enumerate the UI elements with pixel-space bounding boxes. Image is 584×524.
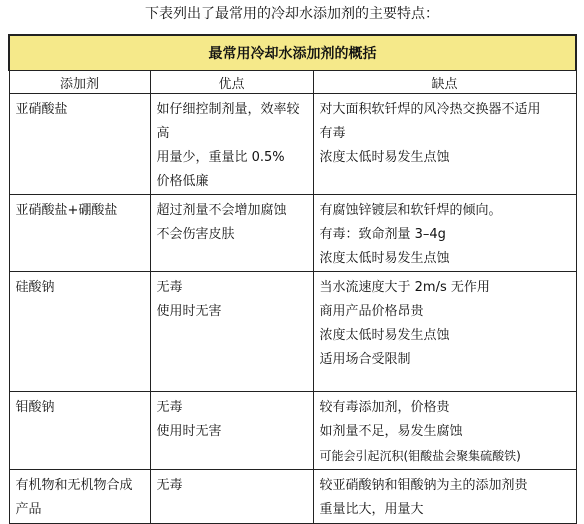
pros-cell xyxy=(150,195,313,272)
con-item: 适用场合受限制 xyxy=(319,352,411,367)
table-header-row xyxy=(9,71,576,94)
table-title: 最常用冷却水添加剂的概括 xyxy=(9,35,576,71)
pro-item: 如仔细控制剂量，效率较高 xyxy=(156,102,300,141)
pro-item: 无毒 xyxy=(156,478,183,493)
additives-table xyxy=(8,34,577,524)
con-item: 较有毒添加剂，价格贵 xyxy=(319,400,450,415)
con-item: 有毒：致命剂量 3–4g xyxy=(319,227,446,242)
additive-name: 有机物和无机物合成产品 xyxy=(15,478,133,517)
additive-cell xyxy=(9,470,150,524)
con-item: 重量比大，用量大 xyxy=(319,502,424,517)
cons-cell xyxy=(313,392,576,470)
con-item: 如剂量不足，易发生腐蚀 xyxy=(319,424,463,439)
con-item: 有毒 xyxy=(319,126,346,141)
additive-cell xyxy=(9,195,150,272)
cons-cell xyxy=(313,272,576,392)
pro-item: 价格低廉 xyxy=(156,174,209,189)
table-row xyxy=(9,272,576,392)
additive-name: 亚硝酸盐 xyxy=(15,102,68,117)
pro-item: 超过剂量不会增加腐蚀 xyxy=(156,203,287,218)
table-row xyxy=(9,94,576,195)
con-item: 商用产品价格昂贵 xyxy=(319,304,424,319)
pro-item: 无毒 xyxy=(156,400,183,415)
con-item: 浓度太低时易发生点蚀 xyxy=(319,328,450,343)
pro-item: 无毒 xyxy=(156,280,183,295)
additive-cell xyxy=(9,94,150,195)
header-pros: 优点 xyxy=(150,71,313,94)
additive-name: 硅酸钠 xyxy=(15,280,55,295)
pros-cell xyxy=(150,392,313,470)
pros-cell xyxy=(150,470,313,524)
header-cons: 缺点 xyxy=(313,71,576,94)
cons-cell xyxy=(313,470,576,524)
header-additive: 添加剂 xyxy=(9,71,150,94)
pros-cell xyxy=(150,94,313,195)
additive-cell xyxy=(9,392,150,470)
table-title-row xyxy=(9,35,576,71)
con-item: 较亚硝酸钠和钼酸钠为主的添加剂贵 xyxy=(319,478,528,493)
con-item: 对大面积软钎焊的风冷热交换器不适用 xyxy=(319,102,541,117)
additive-name: 亚硝酸盐+硼酸盐 xyxy=(15,203,118,218)
pro-item: 用量少，重量比 0.5% xyxy=(156,150,285,165)
table-row xyxy=(9,195,576,272)
cons-cell xyxy=(313,195,576,272)
con-item: 浓度太低时易发生点蚀 xyxy=(319,251,450,266)
intro-text: 下表列出了最常用的冷却水添加剂的主要特点： xyxy=(145,6,439,22)
additive-name: 钼酸钠 xyxy=(15,400,55,415)
con-item: 当水流速度大于 2m/s 无作用 xyxy=(319,280,490,295)
pro-item: 使用时无害 xyxy=(156,304,222,319)
additive-cell xyxy=(9,272,150,392)
con-item: 浓度太低时易发生点蚀 xyxy=(319,150,450,165)
con-item: 可能会引起沉积(钼酸盐会聚集硫酸铁) xyxy=(319,449,521,463)
table-row xyxy=(9,392,576,470)
con-item: 有腐蚀锌镀层和软钎焊的倾向。 xyxy=(319,203,502,218)
table-row xyxy=(9,470,576,524)
pros-cell xyxy=(150,272,313,392)
cons-cell xyxy=(313,94,576,195)
pro-item: 不会伤害皮肤 xyxy=(156,227,235,242)
pro-item: 使用时无害 xyxy=(156,424,222,439)
